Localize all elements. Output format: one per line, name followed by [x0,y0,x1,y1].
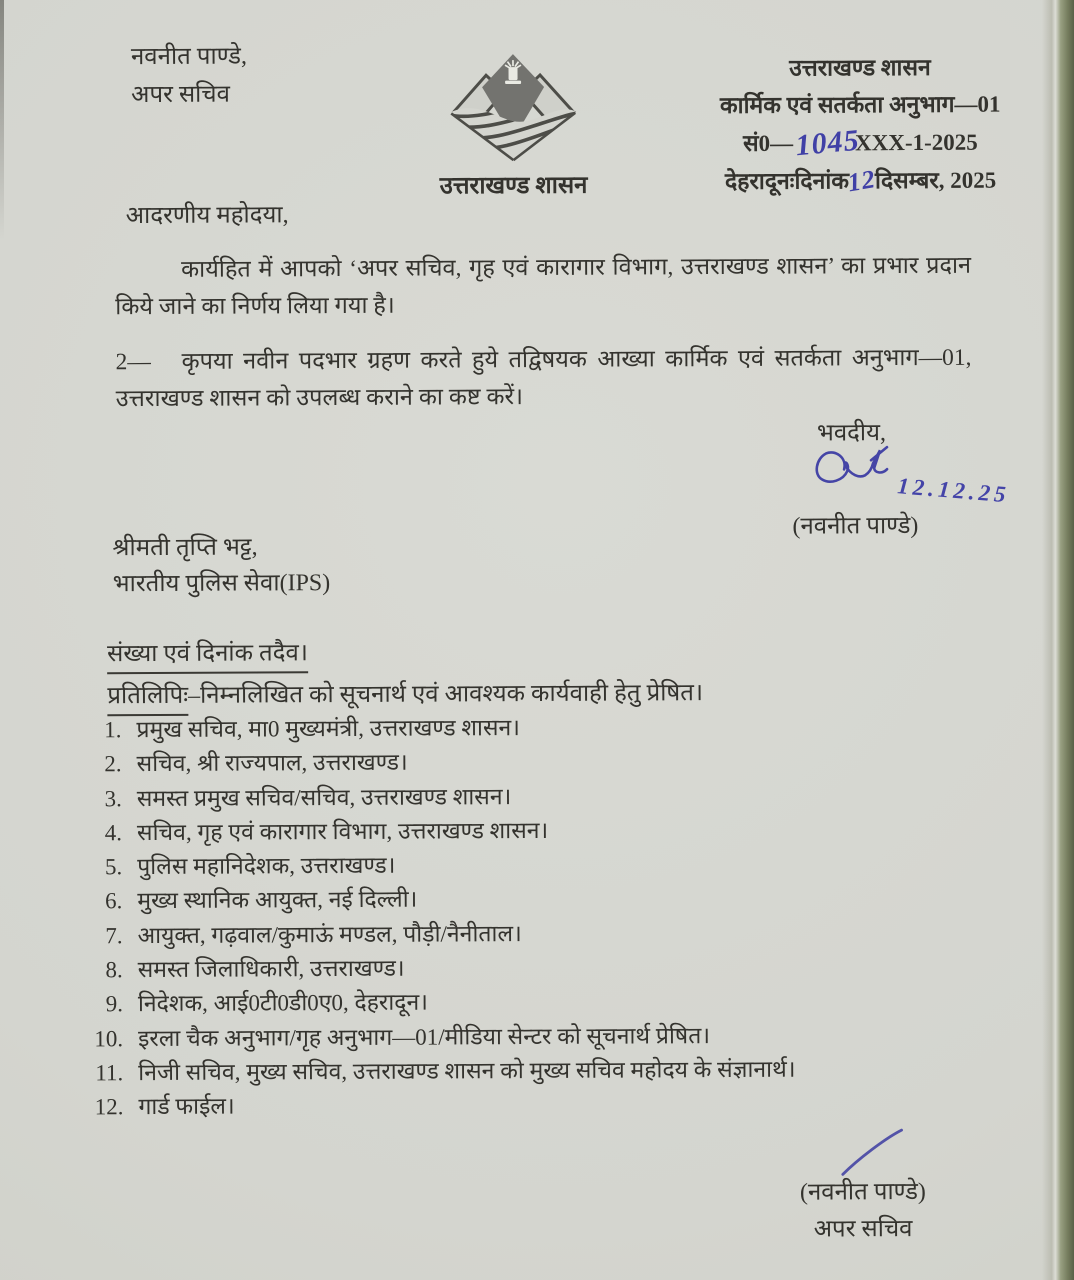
body-paragraph-2: 2— कृपया नवीन पदभार ग्रहण करते हुये तद्विषयक आख्या कार्मिक एवं सतर्कता अनुभाग—01, उत्तराखण्ड शासन को उपलब्ध कराने का कष्ट करें। [115,344,972,412]
copy-item-number: 3. [104,785,122,811]
date-line: देहरादूनःदिनांक12दिसम्बर, 2025 [704,161,1018,200]
copy-item-number: 6. [105,888,123,914]
list-item [94,949,1024,988]
copy-item-text: मुख्य स्थानिक आयुक्त, नई दिल्ली। [137,887,418,914]
list-item [93,880,1023,919]
copy-item-number: 8. [105,957,123,983]
copy-item-number: 5. [104,854,123,880]
handwritten-ref-number: 1045 [793,123,861,163]
list-item [94,1086,1024,1125]
uttarakhand-emblem-icon [445,50,582,165]
reference-number-line: सं0—1045XXX-1-2025 [703,122,1017,162]
body-paragraph-1: कार्यहित में आपको ‘अपर सचिव, गृह एवं कारागार विभाग, उत्तराखण्ड शासन’ का प्रभार प्रदान किये जाने का निर्णय लिया गया है। [115,252,972,320]
copy-item-number: 4. [104,820,123,846]
scan-edge-left [0,0,4,240]
list-item [92,708,1022,747]
copy-item-number: 7. [105,922,123,949]
list-item [94,983,1024,1022]
salutation: आदरणीय महोदया, [125,202,289,230]
copy-heading-label: प्रतिलिपिः [107,678,188,716]
footer-signatory-name: (नवनीत पाण्डे) [799,1178,926,1206]
scan-edge-right [1042,0,1074,1280]
copy-item-text: सचिव, गृह एवं कारागार विभाग, उत्तराखण्ड शासन। [136,817,549,845]
copy-item-text: प्रमुख सचिव, मा0 मुख्यमंत्री, उत्तराखण्ड शासन। [136,715,521,743]
list-item [93,777,1023,816]
copy-item-number: 9. [105,991,123,1017]
copy-item-text: समस्त प्रमुख सचिव/सचिव, उत्तराखण्ड शासन। [136,783,512,811]
copy-item-text: आयुक्त, गढ़वाल/कुमाऊं मण्डल, पौड़ी/नैनीताल। [137,920,522,948]
valediction: भवदीय, [816,420,887,447]
copy-item-text: निजी सचिव, मुख्य सचिव, उत्तराखण्ड शासन को मुख्य सचिव महोदय के संज्ञानार्थ। [138,1056,796,1086]
copy-item-text: इरला चैक अनुभाग/गृह अनुभाग—01/मीडिया सेन्टर को सूचनार्थ प्रेषित। [138,1022,711,1051]
copy-item-number: 2. [104,751,122,777]
office-government: उत्तराखण्ड शासन [789,54,931,81]
addressee-block [112,529,330,602]
sender-block [131,38,247,115]
copy-item-number: 1. [104,717,122,743]
office-header [703,49,1018,200]
copy-item-text: सचिव, श्री राज्यपाल, उत्तराखण्ड। [136,749,408,777]
addressee-service: भारतीय पुलिस सेवा(IPS) [112,570,331,598]
footer-signature-stroke-icon [836,1126,908,1178]
copy-item-text: समस्त जिलाधिकारी, उत्तराखण्ड। [137,955,405,983]
copy-item-number: 12. [94,1094,124,1120]
handwritten-sign-date: 12.12.25 [896,473,1011,508]
copy-item-number: 11. [95,1060,124,1086]
list-item [93,914,1023,953]
copy-distribution-list [92,708,1024,1124]
copy-item-text: निदेशक, आई0टी0डी0ए0, देहरादून। [137,989,429,1017]
copy-heading-rest: –निम्नलिखित को सूचनार्थ एवं आवश्यक कार्यवाही हेतु प्रेषित। [187,680,704,709]
list-item [94,1017,1024,1056]
office-department: कार्मिक एवं सतर्कता अनुभाग—01 [719,91,1001,118]
copy-item-number: 10. [94,1025,124,1051]
footer-signatory-title: अपर सचिव [813,1216,913,1243]
list-item [93,811,1023,850]
emblem-caption: उत्तराखण्ड शासन [439,172,588,200]
copy-item-text: गार्ड फाईल। [138,1093,235,1120]
sender-name: नवनीत पाण्डे, [130,43,247,71]
sender-title: अपर सचिव [131,81,231,109]
list-item [93,743,1023,782]
signatory-name: (नवनीत पाण्डे) [792,513,919,540]
list-item [94,1051,1024,1090]
list-item [93,846,1023,885]
footer-signatory-block [763,1174,963,1249]
reference-line: संख्या एवं दिनांक तदैव। [107,635,308,674]
handwritten-date-day: 12 [845,163,879,197]
addressee-name: श्रीमती तृप्ति भट्ट, [112,534,258,562]
paragraph-2-number: 2— [115,349,151,376]
copy-item-text: पुलिस महानिदेशक, उत्तराखण्ड। [137,852,396,880]
